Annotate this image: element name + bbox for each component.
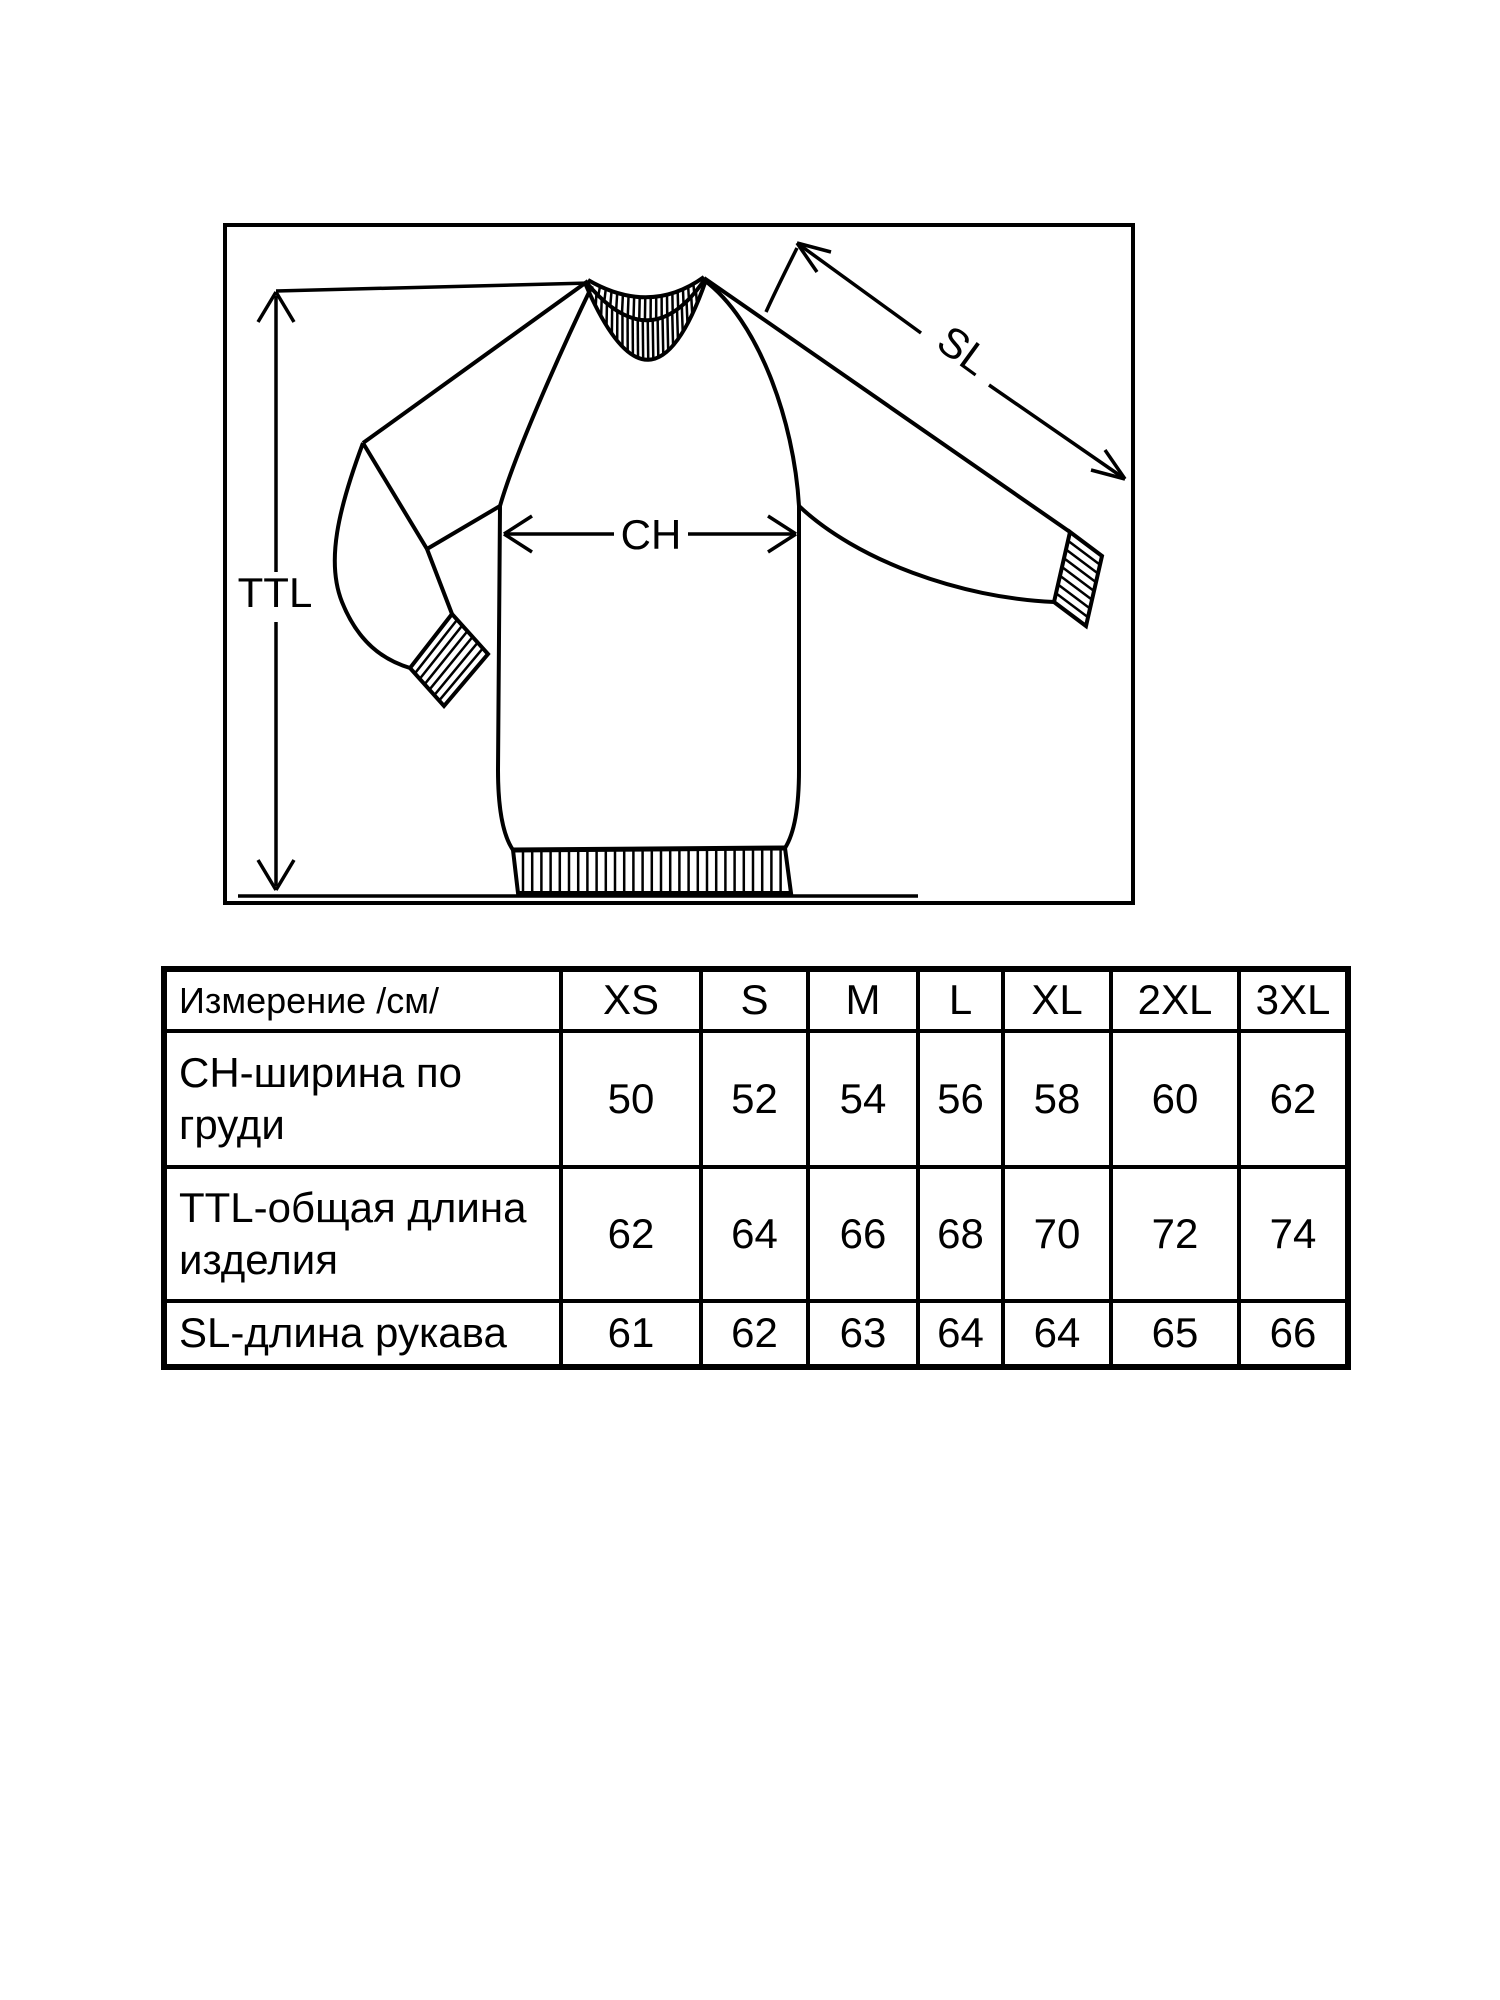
- size-table: [161, 966, 1351, 1370]
- diagram-frame: [225, 225, 1133, 903]
- left-sleeve-outer-edge: [335, 443, 410, 668]
- value-cell: 54: [808, 1031, 918, 1167]
- value-cell: 52: [701, 1031, 808, 1167]
- body-right-edge: [785, 506, 799, 848]
- right-cuff-ribbing: [1056, 541, 1100, 618]
- value-cell: 64: [918, 1301, 1003, 1367]
- header-cell-l: L: [918, 969, 1003, 1031]
- left-raglan-seam: [500, 286, 592, 506]
- value-cell: 64: [701, 1167, 808, 1301]
- table-header-row: [164, 969, 1348, 1031]
- header-cell-xs: XS: [561, 969, 701, 1031]
- value-cell: 72: [1111, 1167, 1239, 1301]
- header-cell-2xl: 2XL: [1111, 969, 1239, 1031]
- value-cell: 50: [561, 1031, 701, 1167]
- header-cell-3xl: 3XL: [1239, 969, 1348, 1031]
- value-cell: 65: [1111, 1301, 1239, 1367]
- value-cell: 62: [701, 1301, 808, 1367]
- value-cell: 56: [918, 1031, 1003, 1167]
- ch-label: CH: [620, 511, 682, 558]
- value-cell: 62: [561, 1167, 701, 1301]
- left-cuff: [410, 614, 488, 706]
- left-forearm-inner-edge: [427, 549, 452, 614]
- left-cuff-ribbing: [415, 620, 483, 701]
- value-cell: 74: [1239, 1167, 1348, 1301]
- left-elbow-crease: [363, 443, 427, 549]
- header-cell-measure: Измерение /см/: [164, 969, 561, 1031]
- value-cell: 60: [1111, 1031, 1239, 1167]
- row-label-cell: TTL-общая длина изделия: [164, 1167, 561, 1301]
- header-cell-m: M: [808, 969, 918, 1031]
- left-underarm-line: [427, 506, 500, 549]
- table-row-length: [164, 1167, 1348, 1301]
- value-cell: 70: [1003, 1167, 1111, 1301]
- value-cell: 64: [1003, 1301, 1111, 1367]
- row-label-cell: SL-длина рукава: [164, 1301, 561, 1367]
- value-cell: 66: [808, 1167, 918, 1301]
- value-cell: 58: [1003, 1031, 1111, 1167]
- header-cell-s: S: [701, 969, 808, 1031]
- left-shoulder-line: [363, 281, 588, 443]
- right-sleeve-bottom-edge: [799, 506, 1054, 602]
- hem-ribbing: [523, 849, 781, 891]
- table-row-chest: [164, 1031, 1348, 1167]
- value-cell: 62: [1239, 1031, 1348, 1167]
- value-cell: 66: [1239, 1301, 1348, 1367]
- value-cell: 63: [808, 1301, 918, 1367]
- value-cell: 61: [561, 1301, 701, 1367]
- ttl-label: TTL: [237, 569, 313, 616]
- sl-label: SL: [928, 316, 999, 385]
- sweater-outline: [335, 277, 1102, 893]
- right-raglan-seam: [704, 280, 799, 506]
- value-cell: 68: [918, 1167, 1003, 1301]
- header-cell-xl: XL: [1003, 969, 1111, 1031]
- table-row-sleeve: [164, 1301, 1348, 1367]
- body-left-edge: [498, 506, 513, 850]
- row-label-cell: CH-ширина по груди: [164, 1031, 561, 1167]
